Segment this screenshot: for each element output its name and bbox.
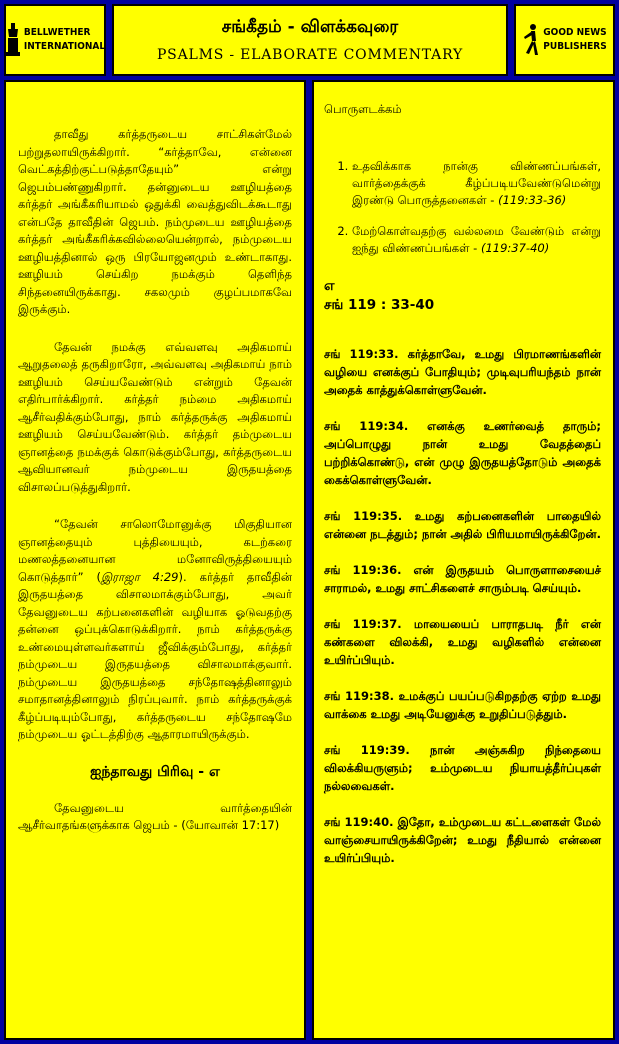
- toc-item: [352, 158, 601, 209]
- paragraph-3-rest: ). கர்த்தர் தாவீதின் இருதயத்தை விசாலமாக்கும்போது, அவர் தேவனுடைய கற்பனைகளின் வழியாக ஓடுவதற்கு தன்னை ஒப்புக்கொடுக்கிறார். நாம் கர்த்தருக்கு உண்மையுள்ளவர்களாய் ஜீவிக்கும்போது, கர்த்தர் நம்முடைய இருதயத்தை விசாலமாக்குவார். நம்முடைய இருதயத்தை சந்தோஷத்தினாலும் சமாதானத்தினாலும் நிரப்புவார். நாம் கர்த்தருக்குக் கீழ்ப்படியும்போது, கர்த்தருடைய சந்தோஷமே நம்முடைய ஓட்டத்திற்கு ஆதாரமாயிருக்கும்.: [18, 569, 292, 741]
- section-heading: ஐந்தாவது பிரிவு - எ: [90, 763, 220, 780]
- toc-item-ref: (119:37-40): [480, 241, 550, 255]
- scripture-reference: யோவான் 17:17: [185, 818, 275, 832]
- toc-item: [352, 223, 601, 257]
- chapter-letter: எ: [324, 278, 335, 294]
- logo-left-line1: BELLWETHER: [23, 27, 91, 38]
- toc-item-text: உதவிக்காக நான்கு விண்ணப்பங்கள், வார்த்தைக்குக் கீழ்ப்படியவேண்டுமென்று இரண்டு பொருத்தனைகள் -: [352, 159, 601, 207]
- bell-tower-icon: [5, 23, 21, 57]
- verse: சங் 119:34. எனக்கு உணர்வைத் தாரும்; அப்பொழுது நான் உமது வேதத்தைப் பற்றிக்கொண்டு, என் முழு இருதயத்தோடும் அதைக் கைக்கொள்ளுவேன்.: [324, 419, 601, 487]
- toc-heading: பொருளடக்கம்: [324, 102, 402, 116]
- paragraph-1: தாவீது கர்த்தருடைய சாட்சிகள்மேல் பற்றுதலாயிருக்கிறார். “கர்த்தாவே, என்னை வெட்கத்திற்குட்படுத்தாதேயும்” என்று ஜெபம்பண்ணுகிறார். தன்னுடைய ஊழியத்தை கர்த்தர் அங்கீகரியாமல் ஒதுக்கி வைத்துவிடக்கூடாது என்பதே தாவீதின் ஜெபம். நம்முடைய ஊழியத்தை கர்த்தர் அங்கீகரிக்கவில்லையென்றால், நம்முடைய ஊழியத்தினால் ஒரு பிரயோஜனமும் உண்டாகாது. ஊழியம் செய்கிற நமக்கும் தெளிந்த சிந்தனையிருக்காது. சகலமும் குழப்பமாகவே இருக்கும்.: [18, 127, 292, 316]
- good-news-logo: [514, 4, 615, 76]
- paragraph-4-text: தேவனுடைய வார்த்தையின் ஆசீர்வாதங்களுக்காக ஜெபம் - (: [18, 800, 292, 832]
- paragraph-2: தேவன் நமக்கு எவ்வளவு அதிகமாய் ஆறுதலைத் தருகிறாரோ, அவ்வளவு அதிகமாய் நாம் ஊழியம் செய்யவேண்டும் என்றும் தேவன் எதிர்பார்க்கிறார். கர்த்தர் நம்மை அதிகமாய் ஆசீர்வதிக்கும்போது, நாம் கர்த்தருக்கு அதிகமாய் ஊழியம் செய்யவேண்டும். கர்த்தர் தம்முடைய ஞானத்தை நமக்குக் கொடுக்கும்போது, கர்த்தருடைய ஆவியானவர் நம்முடைய இருதயத்தை விசாலப்படுத்துகிறார்.: [18, 339, 292, 494]
- logo-right-line1: GOOD NEWS: [543, 27, 607, 38]
- toc-item-ref: (119:33-36): [498, 193, 567, 207]
- verse: சங் 119:39. நான் அஞ்சுகிற நிந்தையை விலக்கியருளும்; உம்முடைய நியாயத்தீர்ப்புகள் நல்லவைகள்.: [324, 743, 601, 793]
- paragraph-4-rest: ): [274, 818, 280, 832]
- paragraph-4: [18, 800, 292, 835]
- verse: சங் 119:38. உமக்குப் பயப்படுகிறதற்கு ஏற்ற உமது வாக்கை உமது அடியேனுக்கு உறுதிப்படுத்தும்.: [324, 689, 601, 721]
- table-of-contents: [324, 158, 601, 257]
- toc-item-text: மேற்கொள்வதற்கு வல்லமை வேண்டும் என்று ஐந்து விண்ணப்பங்கள் -: [352, 224, 601, 255]
- title-tamil: சங்கீதம் - விளக்கவுரை: [221, 17, 399, 37]
- title-english: PSALMS - ELABORATE COMMENTARY: [156, 47, 464, 63]
- page-header: [112, 4, 508, 76]
- verse: சங் 119:40. இதோ, உம்முடைய கட்டளைகள் மேல் வாஞ்சையாயிருக்கிறேன்; உமது நீதியால் என்னை உயிர்ப்பியும்.: [324, 815, 601, 865]
- chapter-reference: சங் 119 : 33-40: [324, 297, 435, 313]
- bellwether-logo: [4, 4, 106, 76]
- verse: சங் 119:33. கர்த்தாவே, உமது பிரமாணங்களின் வழியை எனக்குப் போதியும்; முடிவுபரியந்தம் நான் அதைக் காத்துக்கொள்ளுவேன்.: [324, 347, 601, 397]
- paragraph-3: [18, 516, 292, 744]
- paragraph-3-text: “தேவன் சாலொமோனுக்கு மிகுதியான ஞானத்தையும் புத்தியையும், கடற்கரை மணலத்தனையான மனோவிருத்தியையும் கொடுத்தார்” (: [18, 517, 292, 584]
- verse: சங் 119:35. உமது கற்பனைகளின் பாதையில் என்னை நடத்தும்; நான் அதில் பிரியமாயிருக்கிறேன்.: [324, 509, 601, 541]
- scripture-reference: இராஜா 4:29: [100, 569, 179, 584]
- verse: சங் 119:37. மாயையைப் பாராதபடி நீர் என் கண்களை விலக்கி, உமது வழிகளில் என்னை உயிர்ப்பியும்.: [324, 617, 601, 667]
- verse: சங் 119:36. என் இருதயம் பொருளாசையைச் சாராமல், உமது சாட்சிகளைச் சாரும்படி செய்யும்.: [324, 563, 601, 595]
- right-column: [312, 80, 615, 1040]
- runner-icon: [522, 23, 540, 57]
- left-column: [4, 80, 306, 1040]
- logo-left-line2: INTERNATIONAL: [23, 41, 106, 52]
- logo-right-line2: PUBLISHERS: [543, 41, 607, 52]
